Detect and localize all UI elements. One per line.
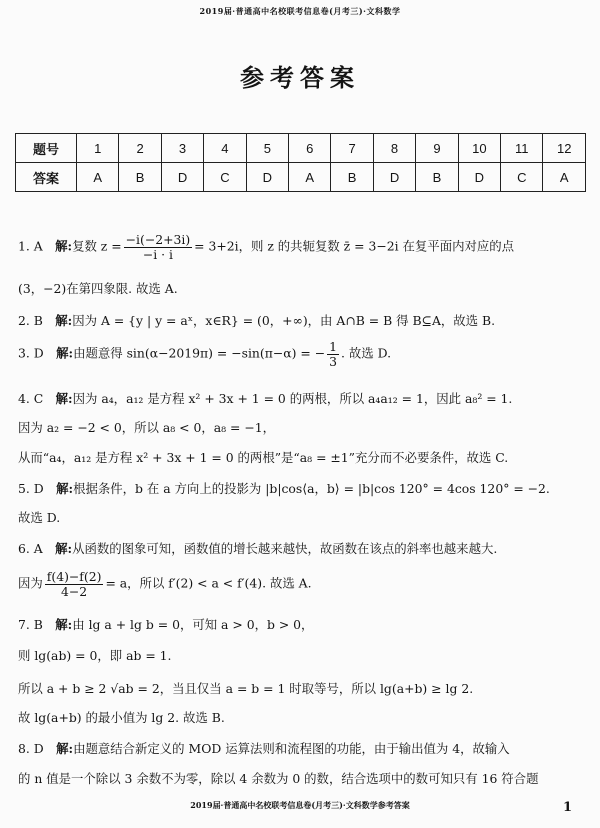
solution-5-text: 根据条件，b 在 a 方向上的投影为 |b|cos⟨a，b⟩ = |b|cos 120° = 4cos 120° = −2. (73, 481, 550, 496)
solution-8-jie: 解: (56, 741, 74, 756)
solution-8-number: 8. D (18, 741, 57, 756)
solution-3-text: 由题意得 sin(α−2019π) = −sin(π−α) = − (73, 345, 326, 361)
solution-8-line-1 (18, 741, 510, 757)
question-number: 3 (161, 134, 203, 163)
solution-4-line-3: 从而“a₄，a₁₂ 是方程 x² + 3x + 1 = 0 的两根”是“a₈ = ±1”充分而不必要条件，故选 C. (18, 450, 509, 465)
question-number: 4 (204, 134, 246, 163)
solution-4-line-2: 因为 a₂ = −2 < 0，所以 a₈ < 0，a₈ = −1， (18, 420, 276, 435)
solution-1-text: 复数 z = (72, 238, 122, 254)
page-footer: 2019届·普通高中名校联考信息卷(月考三)·文科数学参考答案 (190, 800, 410, 810)
solution-6-number: 6. A (18, 541, 56, 556)
solution-7-line-2: 则 lg(ab) = 0，即 ab = 1. (18, 648, 172, 663)
page-number: 1 (563, 800, 573, 815)
fraction-denominator: −i · i (142, 246, 173, 262)
answer-cell: B (331, 163, 373, 192)
fraction-numerator: −i(−2+3i) (125, 232, 191, 247)
question-number: 1 (77, 134, 119, 163)
solution-3-jie: 解: (56, 345, 74, 361)
solution-6-text: = a，所以 f′(2) < a < f′(4). 故选 A. (105, 575, 312, 591)
solution-7-line-1 (18, 617, 313, 633)
solution-7-number: 7. B (18, 617, 56, 632)
question-number: 6 (289, 134, 331, 163)
document-title: 2019届·普通高中名校联考信息卷(月考三)·文科数学 (199, 6, 401, 16)
answer-cell: D (161, 163, 203, 192)
answer-cell: D (458, 163, 500, 192)
question-number: 10 (458, 134, 500, 163)
solution-7-line-4: 故 lg(a+b) 的最小值为 lg 2. 故选 B. (18, 710, 225, 725)
row-label-question: 题号 (16, 134, 77, 163)
question-number: 11 (501, 134, 543, 163)
solution-6-line-2 (18, 570, 312, 598)
solution-5-line-1 (18, 481, 550, 497)
question-number: 5 (246, 134, 288, 163)
solution-1-text: = 3+2i，则 z 的共轭复数 z̄ = 3−2i 在复平面内对应的点 (194, 238, 515, 254)
solution-4-jie: 解: (55, 391, 73, 406)
solution-4-number: 4. C (18, 391, 56, 406)
solution-3-fraction (327, 340, 339, 368)
solution-6-text: 从函数的图象可知，函数值的增长越来越快，故函数在该点的斜率也越来越大. (72, 541, 498, 556)
question-number: 2 (119, 134, 161, 163)
question-number: 12 (543, 134, 586, 163)
solution-2-jie: 解: (55, 313, 73, 328)
row-label-answer: 答案 (16, 163, 77, 192)
solution-1-number: 1. A (18, 238, 56, 254)
fraction-denominator: 4−2 (61, 583, 88, 599)
solution-6-text: 因为 (18, 575, 43, 591)
answer-cell: B (416, 163, 458, 192)
fraction-denominator: 3 (329, 353, 337, 369)
solution-1-line-2: (3，−2)在第四象限. 故选 A. (18, 281, 178, 296)
solution-5-number: 5. D (18, 481, 57, 496)
document-subtitle: 参考答案 (240, 63, 360, 92)
solution-8-line-2: 的 n 值是一个除以 3 余数不为零，除以 4 余数为 0 的数，结合选项中的数可知只有 16 符合题 (18, 771, 539, 786)
solution-5-line-2: 故选 D. (18, 510, 61, 525)
solution-2-number: 2. B (18, 313, 56, 328)
answer-cell: A (77, 163, 119, 192)
solution-5-jie: 解: (56, 481, 74, 496)
answer-cell: B (119, 163, 161, 192)
solution-7-text: 由 lg a + lg b = 0，可知 a > 0，b > 0， (72, 617, 314, 632)
solution-3-number: 3. D (18, 345, 57, 361)
fraction-numerator: f(4)−f(2) (46, 569, 102, 584)
solution-4-line-1 (18, 391, 512, 407)
solution-2-line-1 (18, 313, 495, 329)
answer-cell: D (373, 163, 415, 192)
solution-1-jie: 解: (55, 238, 73, 254)
solution-3-line-1 (18, 340, 391, 368)
answer-row (16, 163, 586, 192)
solution-6-fraction (45, 570, 104, 598)
solution-1-line-1 (18, 233, 514, 261)
solution-1-fraction (124, 233, 193, 261)
answer-cell: C (204, 163, 246, 192)
answer-cell: A (543, 163, 586, 192)
answer-cell: C (501, 163, 543, 192)
solution-6-jie: 解: (55, 541, 73, 556)
answer-cell: D (246, 163, 288, 192)
solution-2-text: 因为 A = {y | y = aˣ，x∈R} = (0，+∞)，由 A∩B = B 得 B⊆A，故选 B. (72, 313, 496, 328)
answer-table (15, 133, 586, 192)
question-number: 7 (331, 134, 373, 163)
solution-3-text: . 故选 D. (341, 345, 392, 361)
solution-7-line-3: 所以 a + b ≥ 2 √ab = 2，当且仅当 a = b = 1 时取等号，所以 lg(a+b) ≥ lg 2. (18, 681, 474, 696)
question-number-row (16, 134, 586, 163)
fraction-numerator: 1 (329, 339, 337, 354)
answer-cell: A (289, 163, 331, 192)
question-number: 8 (373, 134, 415, 163)
question-number: 9 (416, 134, 458, 163)
solution-7-jie: 解: (55, 617, 73, 632)
solution-4-text: 因为 a₄，a₁₂ 是方程 x² + 3x + 1 = 0 的两根，所以 a₄a₁₂ = 1，因此 a₈² = 1. (72, 391, 513, 406)
solution-8-text: 由题意结合新定义的 MOD 运算法则和流程图的功能，由于输出值为 4，故输入 (73, 741, 510, 756)
solution-6-line-1 (18, 541, 497, 557)
